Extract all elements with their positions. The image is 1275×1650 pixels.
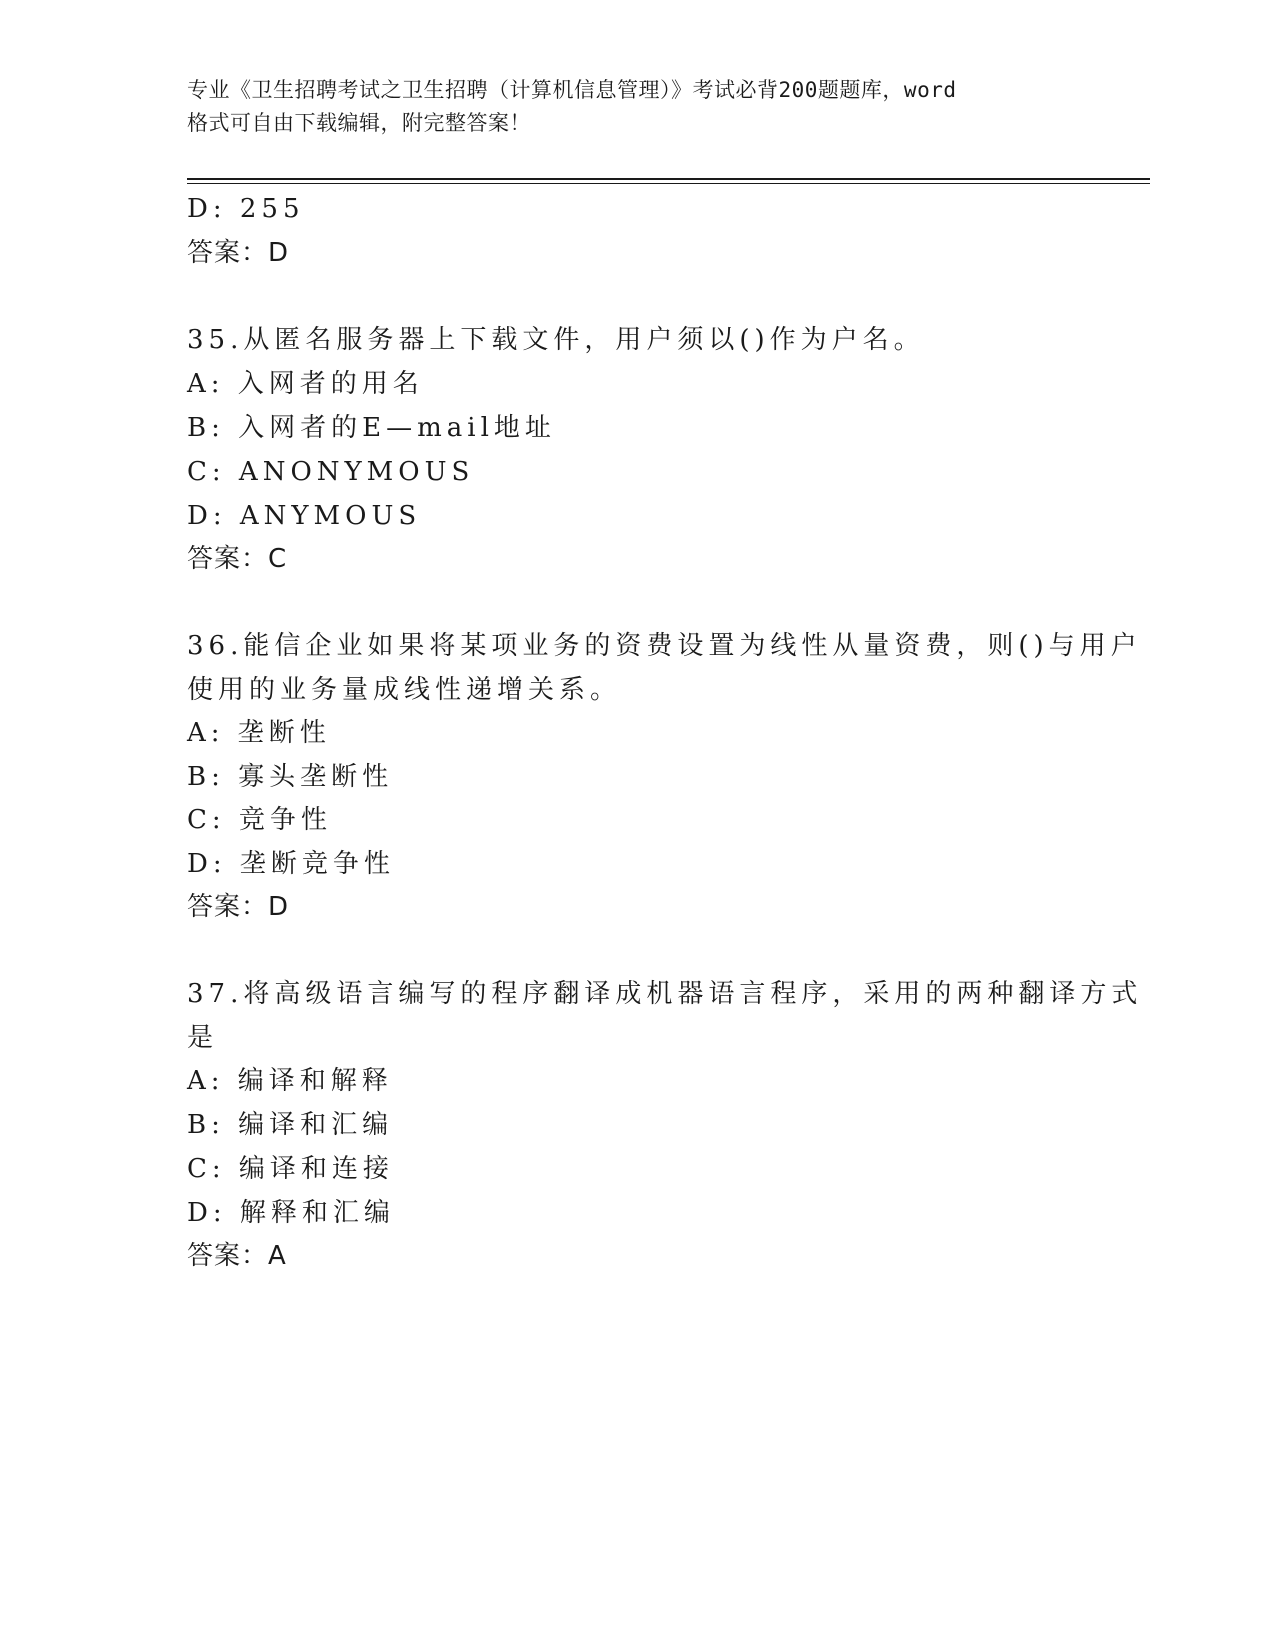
q35-option-c: C: ANONYMOUS bbox=[187, 457, 475, 487]
q37-option-d: D: 解释和汇编 bbox=[187, 1198, 395, 1228]
q36-option-b: B: 寡头垄断性 bbox=[187, 762, 394, 792]
q35-answer: 答案：C bbox=[187, 544, 288, 574]
q37-option-a: A: 编译和解释 bbox=[187, 1066, 393, 1096]
q36-option-c: C: 竞争性 bbox=[187, 805, 332, 835]
q36-answer: 答案：D bbox=[187, 892, 290, 922]
header-line-2: 格式可自由下载编辑，附完整答案！ bbox=[187, 111, 531, 135]
q35-option-b: B: 入网者的E—mail地址 bbox=[187, 413, 556, 443]
q35-stem-line-1: 35.从匿名服务器上下载文件，用户须以()作为户名。 bbox=[187, 325, 925, 355]
prev-answer: 答案：D bbox=[187, 238, 290, 268]
q36-option-a: A: 垄断性 bbox=[187, 718, 331, 748]
q37-answer: 答案：A bbox=[187, 1241, 287, 1271]
header-divider-thin bbox=[187, 183, 1150, 184]
q37-option-c: C: 编译和连接 bbox=[187, 1154, 394, 1184]
header-divider-thick bbox=[187, 178, 1150, 180]
q35-option-a: A: 入网者的用名 bbox=[187, 369, 424, 399]
q36-stem-line-1: 36.能信企业如果将某项业务的资费设置为线性从量资费，则()与用户 bbox=[187, 631, 1142, 661]
q36-stem-line-2: 使用的业务量成线性递增关系。 bbox=[187, 675, 622, 705]
q36-option-d: D: 垄断竞争性 bbox=[187, 849, 395, 879]
q37-stem-line-1: 37.将高级语言编写的程序翻译成机器语言程序，采用的两种翻译方式 bbox=[187, 979, 1143, 1009]
document-header bbox=[187, 74, 1087, 140]
q37-stem-line-2: 是 bbox=[187, 1023, 219, 1053]
q37-option-b: B: 编译和汇编 bbox=[187, 1110, 394, 1140]
q35-option-d: D: ANYMOUS bbox=[187, 501, 422, 531]
prev-option-d: D: 255 bbox=[187, 194, 305, 224]
header-line-1: 专业《卫生招聘考试之卫生招聘（计算机信息管理）》考试必背200题题库，word bbox=[187, 78, 957, 102]
